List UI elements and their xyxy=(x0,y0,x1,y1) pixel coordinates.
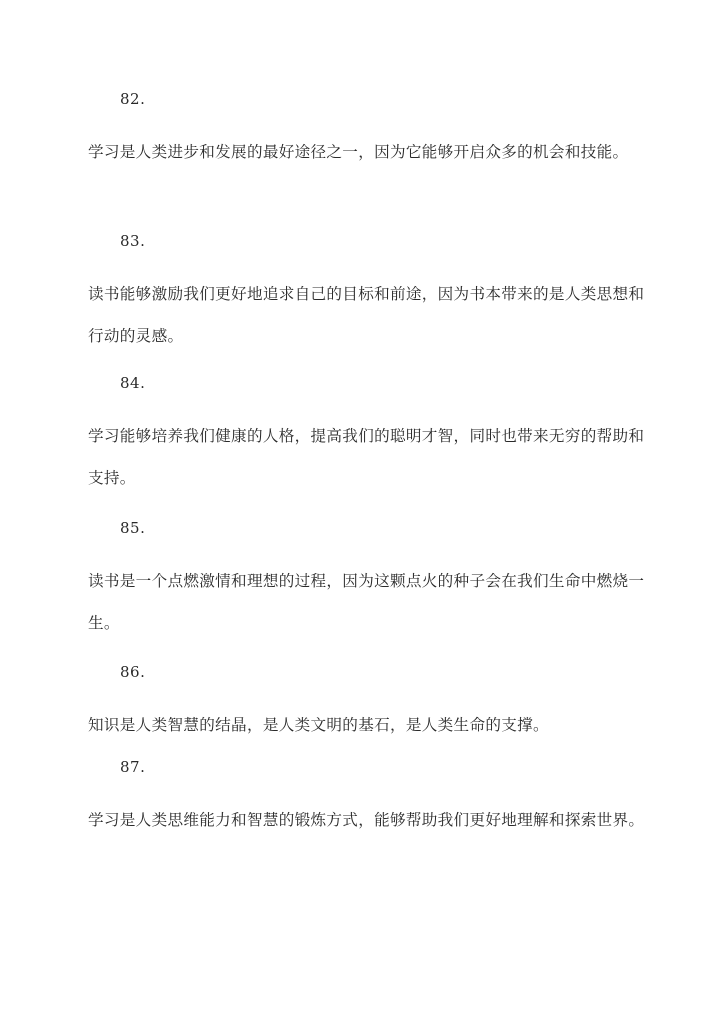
entry-85 xyxy=(88,518,648,644)
entry-number: 85. xyxy=(120,519,146,537)
entry-number: 83. xyxy=(120,232,146,250)
entry-text: 学习是人类进步和发展的最好途径之一，因为它能够开启众多的机会和技能。 xyxy=(88,143,629,161)
entry-text: 读书是一个点燃激情和理想的过程，因为这颗点火的种子会在我们生命中燃烧一生。 xyxy=(88,572,645,632)
entry-84 xyxy=(88,373,648,499)
entry-number: 86. xyxy=(120,663,146,681)
entry-text: 知识是人类智慧的结晶，是人类文明的基石，是人类生命的支撑。 xyxy=(88,716,549,734)
entry-text: 学习能够培养我们健康的人格，提高我们的聪明才智，同时也带来无穷的帮助和支持。 xyxy=(88,427,645,487)
entry-text: 学习是人类思维能力和智慧的锻炼方式，能够帮助我们更好地理解和探索世界。 xyxy=(88,811,645,829)
entry-number: 87. xyxy=(120,758,146,776)
entry-83 xyxy=(88,231,648,357)
entry-82 xyxy=(88,89,648,173)
entry-number: 82. xyxy=(120,90,146,108)
entry-87 xyxy=(88,757,648,841)
entry-text: 读书能够激励我们更好地追求自己的目标和前途，因为书本带来的是人类思想和行动的灵感。 xyxy=(88,285,645,345)
entry-86 xyxy=(88,662,648,746)
entry-number: 84. xyxy=(120,374,146,392)
